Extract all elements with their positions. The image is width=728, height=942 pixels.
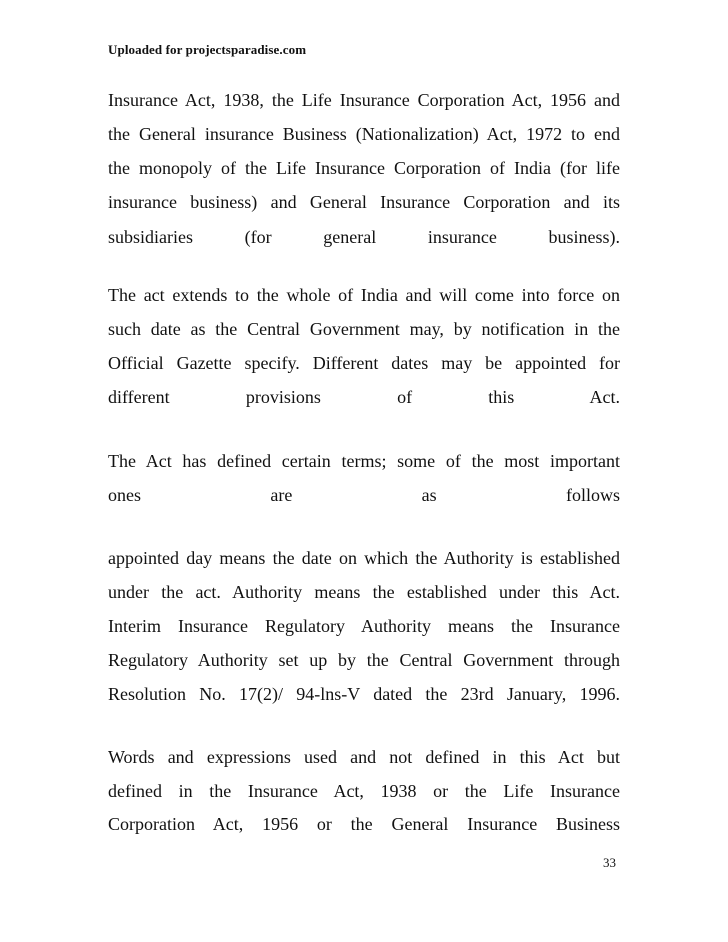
paragraph-line: the monopoly of the Life Insurance Corporation of India (for life — [108, 158, 620, 178]
paragraph-line: Resolution No. 17(2)/ 94-lns-V dated the 23rd January, 1996. — [108, 684, 620, 704]
paragraph-line: The act extends to the whole of India and will come into force on — [108, 285, 620, 305]
page-number: 33 — [603, 855, 616, 870]
paragraph-line: Interim Insurance Regulatory Authority means the Insurance — [108, 616, 620, 636]
upload-header: Uploaded for projectsparadise.com — [108, 42, 307, 57]
paragraph-line: The Act has defined certain terms; some of the most important — [108, 451, 620, 471]
paragraph-line: insurance business) and General Insurance Corporation and its — [108, 192, 620, 212]
paragraph-line: Regulatory Authority set up by the Central Government through — [108, 650, 620, 670]
paragraph-line: appointed day means the date on which the Authority is established — [108, 548, 620, 568]
paragraph-line: such date as the Central Government may, by notification in the — [108, 319, 620, 339]
paragraph-line: Words and expressions used and not defined in this Act but — [108, 747, 620, 767]
paragraph-line: Corporation Act, 1956 or the General Insurance Business — [108, 814, 620, 834]
paragraph-line: ones are as follows — [108, 485, 620, 505]
paragraph-line: Official Gazette specify. Different dates may be appointed for — [108, 353, 620, 373]
paragraph-line: under the act. Authority means the established under this Act. — [108, 582, 620, 602]
paragraph-line: Insurance Act, 1938, the Life Insurance Corporation Act, 1956 and — [108, 90, 620, 110]
paragraph-line: the General insurance Business (Nationalization) Act, 1972 to end — [108, 124, 620, 144]
paragraph-line: subsidiaries (for general insurance business). — [108, 227, 620, 247]
paragraph-line: different provisions of this Act. — [108, 387, 620, 407]
paragraph-line: defined in the Insurance Act, 1938 or the Life Insurance — [108, 781, 620, 801]
